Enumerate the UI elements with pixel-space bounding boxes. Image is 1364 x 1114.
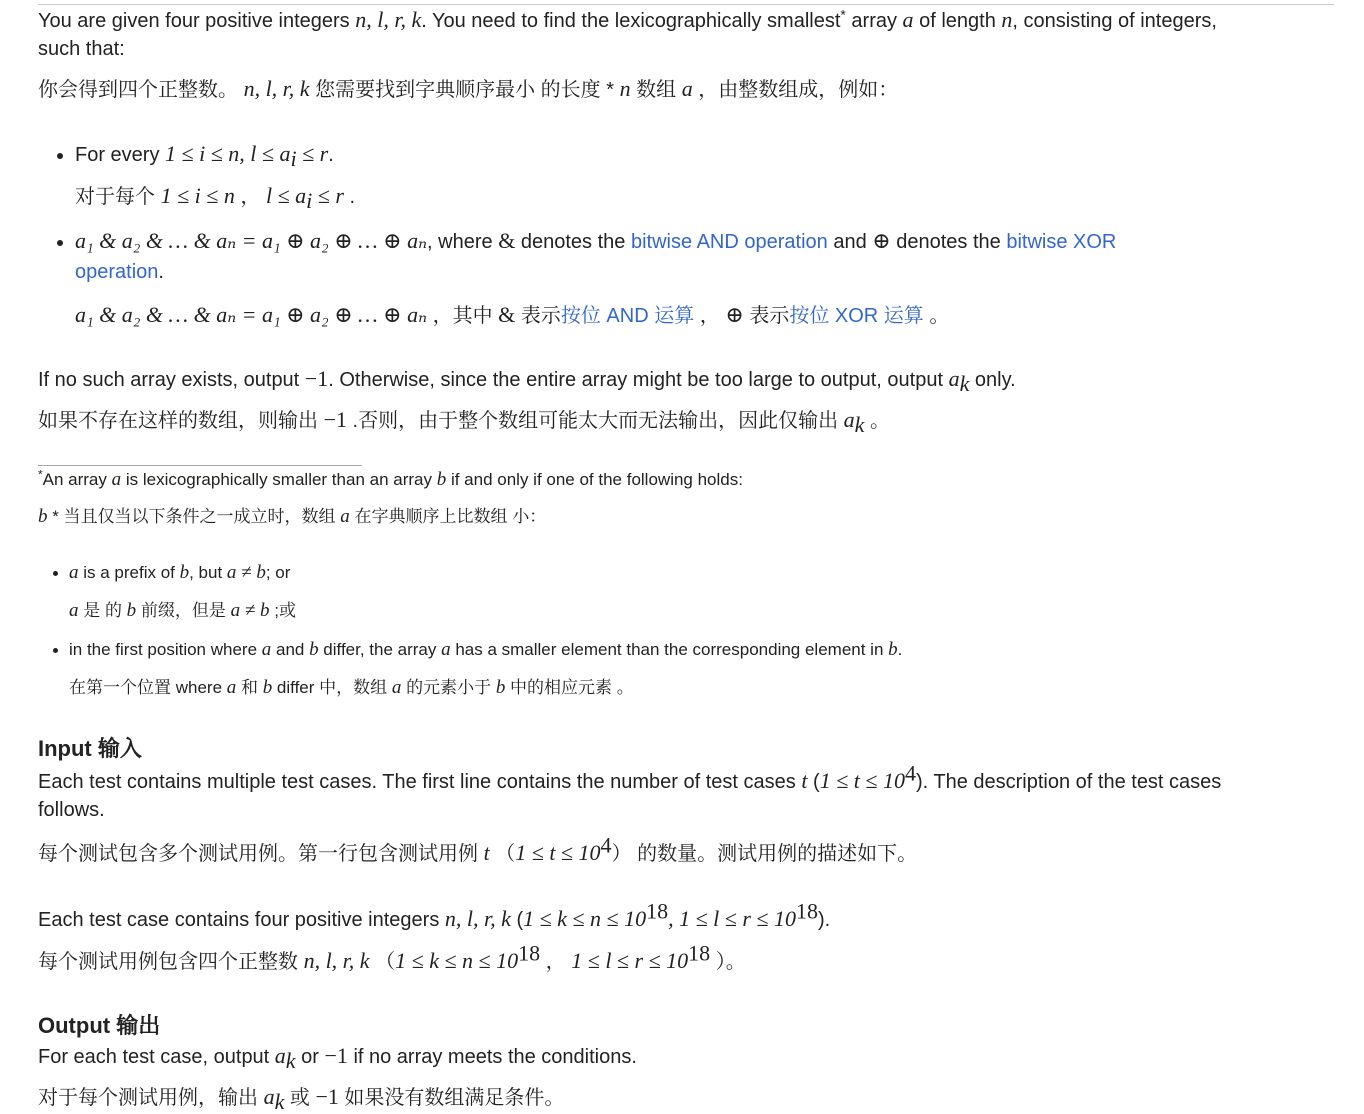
text: ）。 [710, 951, 746, 973]
text: 如果不存在这样的数组，则输出 [38, 410, 324, 432]
text: denotes the [515, 231, 631, 253]
text: （ [489, 843, 516, 865]
text: ( [807, 771, 820, 793]
text: only. [969, 369, 1016, 391]
text: ). The description of the test cases [915, 771, 1222, 793]
math-a: a [274, 1043, 286, 1068]
math-n: n [619, 76, 631, 101]
math-minus-one: −1 [304, 366, 329, 391]
text: 是 的 [78, 601, 127, 620]
xor-symbol: ⊕ [725, 302, 744, 327]
text: 数组 [630, 79, 682, 101]
math-sub: k [285, 1048, 296, 1073]
text: or [295, 1046, 325, 1068]
math-minus-one: −1 [315, 1084, 339, 1109]
footnote-item1-zh [69, 598, 296, 624]
math: ≤ r [312, 183, 344, 208]
text: 的元素小于 [401, 678, 496, 697]
text: ，由整数组成，例如： [692, 79, 899, 101]
math-exp: 18 [646, 898, 669, 924]
math-neq: a ≠ b [226, 562, 266, 583]
math-b: b [38, 506, 48, 527]
text: . Otherwise, since the entire array might be too large to output, output [328, 369, 949, 391]
math-a: a [261, 639, 272, 660]
bullet1-zh: 对于每个 1 ≤ i ≤ n ， $l \le a_i \le r$ . [75, 183, 356, 213]
math-vars: n, l, r, k [355, 7, 422, 32]
math-exp: 18 [518, 940, 541, 966]
math-b: b [179, 562, 190, 583]
footnote-en [38, 467, 743, 493]
math-vars: n, l, r, k [243, 76, 310, 101]
text: 前缀，但是 [136, 601, 231, 620]
math-a: a [69, 562, 79, 583]
text: 每个测试用例包含四个正整数 [38, 951, 304, 973]
bullet-dot [53, 571, 58, 576]
bitwise-and-link-zh[interactable]: 按位 AND 运算 [560, 305, 695, 327]
text: 您需要找到字典顺序最小 的长度 * [309, 79, 620, 101]
bitwise-xor-link[interactable]: bitwise XOR [1006, 231, 1117, 253]
math-b: b [436, 469, 447, 490]
text: follows. [38, 799, 105, 821]
text: , but [189, 563, 227, 582]
math-exp: 18 [796, 898, 819, 924]
text: is a prefix of [78, 563, 180, 582]
math: l ≤ a [265, 183, 307, 208]
math-a: a [69, 600, 79, 621]
math-equation: a₁ & a₂ & … & aₙ = a₁ ⊕ a₂ ⊕ … ⊕ aₙ [75, 302, 428, 327]
text: 和 [236, 678, 263, 697]
text: of length [913, 10, 1002, 32]
input-line-en-2 [38, 797, 105, 823]
footnote-star: * [38, 467, 43, 482]
text: ， [540, 951, 572, 973]
math-sub: i [290, 146, 297, 171]
bullet2-zh [75, 302, 949, 329]
text: Each test contains multiple test cases. The first line contains the number of test cases [38, 771, 802, 793]
text: ; or [265, 563, 291, 582]
footnote-star: * [840, 6, 846, 23]
math-minus-one: −1 [323, 407, 347, 432]
text: and [271, 640, 310, 659]
math-n: n [1001, 7, 1013, 32]
xor-symbol: ⊕ [872, 228, 891, 253]
text: ;或 [269, 601, 297, 620]
text: array [845, 10, 903, 32]
text: ） 的数量。测试用例的描述如下。 [611, 843, 918, 865]
math-b: b [309, 639, 319, 660]
math-minus-one: −1 [324, 1043, 348, 1068]
text: ). [818, 909, 831, 931]
math-range: 1 ≤ t ≤ 10 [819, 768, 905, 793]
text: differ 中，数组 [272, 678, 392, 697]
top-rule [38, 4, 1334, 5]
text: 中的相应元素 。 [505, 678, 634, 697]
text: differ, the array [318, 640, 442, 659]
text: if and only if one of the following holds: [446, 470, 743, 489]
math-t: t [801, 768, 808, 793]
math-a: a [340, 506, 350, 527]
math-a: a [391, 677, 402, 698]
text: denotes the [890, 231, 1007, 253]
math-range: 1 ≤ k ≤ n ≤ 10 [395, 948, 519, 973]
math-a: a [263, 1084, 275, 1109]
bullet1-en: For every 1 ≤ i ≤ n, $l \le a_i \le r$. [75, 141, 334, 171]
math-a: a [843, 407, 855, 432]
text: and [827, 231, 873, 253]
text: 表示 [515, 305, 561, 327]
text: . [897, 640, 903, 659]
footnote-item2-en [69, 637, 902, 663]
text: （ [369, 951, 396, 973]
and-symbol: & [498, 302, 516, 327]
bullet2-en-1 [75, 228, 1116, 255]
input-line-zh [38, 832, 918, 867]
text: ( [510, 909, 524, 931]
intro-line-en-1 [38, 7, 1217, 34]
math-b: b [126, 600, 137, 621]
text: . You need to find the lexicographically smallest [421, 10, 841, 32]
no-array-zh [38, 407, 890, 437]
text: 。 [923, 305, 950, 327]
text: * 当且仅当以下条件之一成立时，数组 [47, 507, 341, 526]
text: if no array meets the conditions. [347, 1046, 637, 1068]
intro-line-zh [38, 76, 898, 103]
text: For each test case, output [38, 1046, 275, 1068]
math-sub: k [854, 412, 865, 437]
text: ， [694, 305, 726, 327]
text: , where [427, 231, 499, 253]
math-sub: i [306, 188, 313, 213]
math-a: a [441, 639, 451, 660]
text: 如果没有数组满足条件。 [338, 1087, 565, 1109]
math-exp: 18 [688, 940, 711, 966]
bitwise-xor-link[interactable]: operation [75, 261, 159, 283]
testcase-line-en [38, 898, 831, 933]
input-line-en-1 [38, 760, 1222, 795]
no-array-en [38, 366, 1016, 396]
math-range: 1 ≤ t ≤ 10 [515, 840, 601, 865]
math-a: a [681, 76, 693, 101]
text: 表示 [743, 305, 790, 327]
footnote-zh [38, 504, 546, 530]
math-range: , 1 ≤ l ≤ r ≤ 10 [668, 906, 797, 931]
bullet2-en-2: operation. [75, 261, 164, 283]
output-line-en [38, 1043, 637, 1073]
bitwise-xor-link-zh[interactable]: 按位 XOR 运算 [789, 305, 924, 327]
output-heading: Output 输出 [38, 1013, 161, 1038]
bitwise-and-link[interactable]: bitwise AND operation [630, 231, 828, 253]
text: You are given four positive integers [38, 10, 356, 32]
text: in the first position where [69, 640, 262, 659]
text: 对于每个测试用例，输出 [38, 1087, 264, 1109]
output-line-zh [38, 1084, 565, 1114]
math-a: a [111, 469, 122, 490]
math-condition: ≤ r [296, 141, 329, 166]
math-sub: k [274, 1089, 285, 1114]
text: 。 [864, 410, 890, 432]
text: 你会得到四个正整数。 [38, 79, 238, 101]
math-sub: k [959, 371, 970, 396]
text: is lexicographically smaller than an array [121, 470, 437, 489]
text: .否则，由于整个数组可能太大而无法输出，因此仅输出 [346, 410, 844, 432]
math-range: 1 ≤ k ≤ n ≤ 10 [523, 906, 647, 931]
intro-line-en-2 [38, 36, 125, 62]
math-neq: a ≠ b [230, 600, 270, 621]
math-a: a [226, 677, 237, 698]
text: such that: [38, 38, 125, 60]
text: Each test case contains four positive integers [38, 909, 445, 931]
testcase-line-zh [38, 940, 746, 975]
math-exp: 4 [904, 760, 916, 786]
bullet-dot [53, 648, 58, 653]
footnote-rule [38, 465, 362, 466]
math-range: 1 ≤ l ≤ r ≤ 10 [571, 948, 689, 973]
math-condition: 1 ≤ i ≤ n, l ≤ a [165, 141, 291, 166]
text: For every [75, 144, 166, 166]
text: An array [42, 470, 112, 489]
math: 1 ≤ i ≤ n [160, 183, 235, 208]
footnote-item2-zh [69, 675, 634, 701]
text: 在第一个位置 where [69, 678, 227, 697]
and-symbol: & [498, 228, 516, 253]
text: has a smaller element than the corresponding element in [450, 640, 889, 659]
text: 或 [284, 1087, 316, 1109]
text: 每个测试包含多个测试用例。第一行包含测试用例 [38, 843, 484, 865]
math-exp: 4 [600, 832, 612, 858]
text: 对于每个 [75, 186, 161, 208]
math-a: a [902, 7, 914, 32]
math-b: b [495, 677, 506, 698]
math-b: b [888, 639, 898, 660]
text: ， [234, 186, 266, 208]
input-heading: Input 输入 [38, 736, 142, 761]
math-a: a [948, 366, 960, 391]
math-b: b [262, 677, 273, 698]
math-equation: a₁ & a₂ & … & aₙ = a₁ ⊕ a₂ ⊕ … ⊕ aₙ [75, 228, 428, 253]
math-t: t [483, 840, 490, 865]
text: If no such array exists, output [38, 369, 305, 391]
footnote-item1-en [69, 560, 290, 586]
bullet-dot [57, 153, 63, 159]
math-vars: n, l, r, k [444, 906, 511, 931]
text: 在字典顺序上比数组 小： [349, 507, 547, 526]
text: , consisting of integers, [1012, 10, 1217, 32]
text: ，其中 [427, 305, 499, 327]
math-vars: n, l, r, k [303, 948, 370, 973]
bullet-dot [57, 240, 63, 246]
